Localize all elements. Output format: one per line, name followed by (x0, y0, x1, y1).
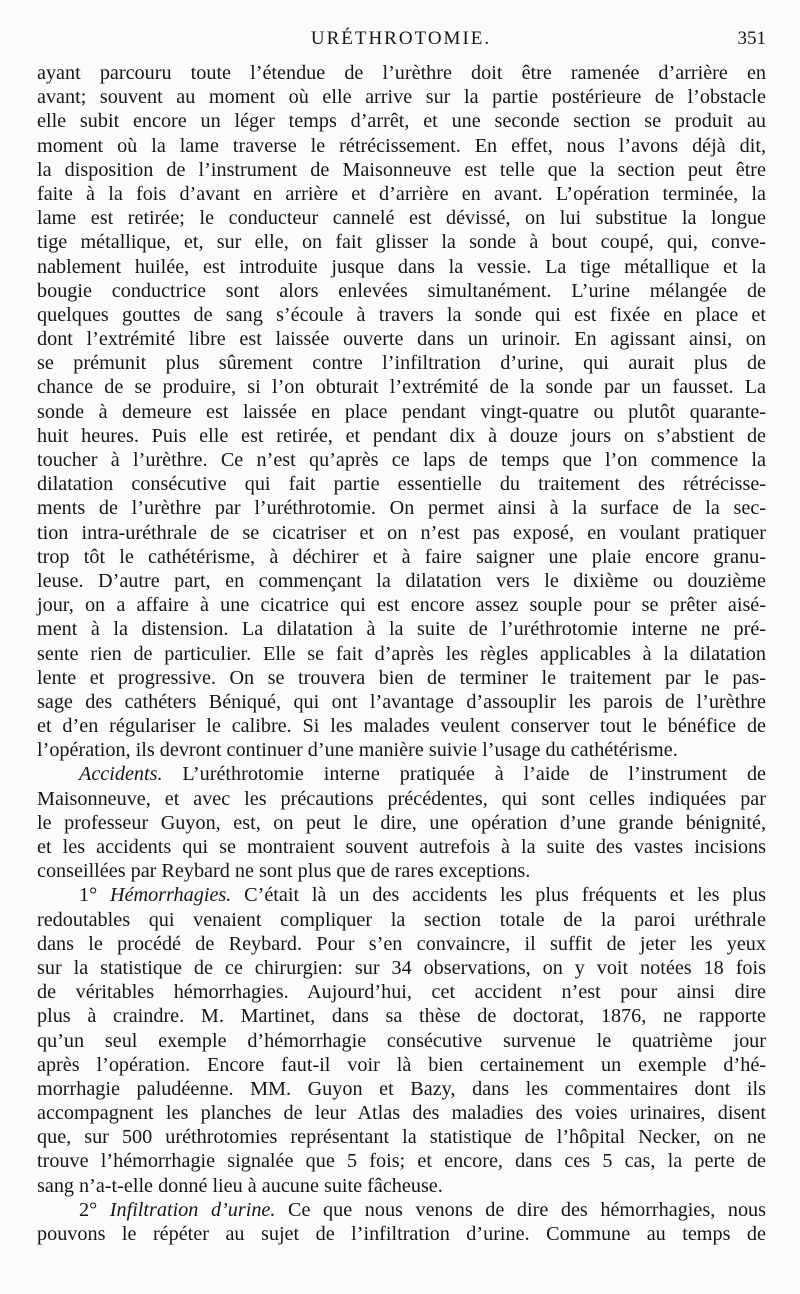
text-line: avant; souvent au moment où elle arrive sur la partie postérieure de l’obstacle (37, 86, 766, 109)
section-heading: Infiltration d’urine. (109, 1198, 276, 1221)
text-line: lente et progressive. On se trouvera bien de terminer le traitement par le pas- (37, 666, 766, 689)
text-line: leuse. D’autre part, en commençant la dilatation vers le dixième ou douzième (37, 569, 766, 592)
text-line: huit heures. Puis elle est retirée, et pendant dix à douze jours on s’abstient de (37, 424, 766, 447)
text-line: trouve l’hémorrhagie signalée que 5 fois; et encore, dans ces 5 cas, la perte de (37, 1150, 766, 1173)
text-line: lame est retirée; le conducteur cannelé est dévissé, on lui substitue la longue (37, 207, 766, 230)
page-header (36, 28, 766, 54)
text-line (37, 1198, 766, 1222)
text-line: tige métallique, et, sur elle, on fait glisser la sonde à bout coupé, qui, conve- (37, 231, 766, 254)
text-line: la disposition de l’instrument de Maisonneuve est telle que la section peut être (37, 158, 766, 181)
text-run: Ce que nous venons de dire des hémorrhagies, nous (275, 1198, 766, 1221)
text-line: que, sur 500 uréthrotomies représentant la statistique de l’hôpital Necker, on ne (37, 1126, 766, 1149)
text-line: trop tôt le cathétérisme, à déchirer et à faire saigner une plaie encore granu- (37, 545, 766, 568)
text-line: ayant parcouru toute l’étendue de l’urèthre doit être ramenée d’arrière en (37, 62, 766, 84)
text-line: nablement huilée, est introduite jusque dans la vessie. La tige métallique et la (37, 255, 766, 278)
text-line: et d’en régulariser le calibre. Si les malades veulent conserver tout le bénéfice de (37, 715, 766, 738)
text-line: chance de se produire, si l’on obturait l’extrémité de la sonde par un fausset. La (37, 376, 766, 399)
section-number: 1° (79, 884, 110, 907)
text-line: sur la statistique de ce chirurgien: sur 34 observations, on y voit notées 18 fois (37, 956, 766, 979)
text-line: tion intra-uréthrale de se cicatriser et on n’est pas exposé, en voulant pratiquer (37, 521, 766, 544)
text-line: bougie conductrice sont alors enlevées simultanément. L’urine mélangée de (37, 279, 766, 302)
page-number: 351 (737, 28, 766, 49)
text-line: quelques gouttes de sang s’écoule à travers la sonde qui est fixée en place et (37, 303, 766, 326)
text-line: elle subit encore un léger temps d’arrêt, et une seconde section se produit au (37, 110, 766, 133)
paragraph-accidents (37, 762, 766, 883)
text-line: dont l’extrémité libre est laissée ouverte dans un urinoir. En agissant ainsi, on (37, 328, 766, 351)
text-line: de véritables hémorrhagies. Aujourd’hui, cet accident n’est pour ainsi dire (37, 981, 766, 1004)
text-line: moment où la lame traverse le rétrécissement. En effet, nous l’avons déjà dit, (37, 134, 766, 157)
text-line: plus à craindre. M. Martinet, dans sa thèse de doctorat, 1876, ne rapporte (37, 1005, 766, 1028)
text-line: après l’opération. Encore faut-il voir là bien certainement un exemple d’hé- (37, 1053, 766, 1076)
text-run: L’uréthrotomie interne pratiquée à l’aide de l’instrument de (162, 763, 766, 786)
text-line: redoutables qui venaient compliquer la section totale de la paroi uréthrale (37, 908, 766, 931)
text-line: dans le procédé de Reybard. Pour s’en convaincre, il suffit de jeter les yeux (37, 932, 766, 955)
text-line: sente rien de particulier. Elle se fait d’après les règles applicables à la dilatation (37, 642, 766, 665)
text-line: toucher à l’urèthre. Ce n’est qu’après ce laps de temps que l’on commence la (37, 449, 766, 471)
body-text (37, 61, 766, 1246)
text-line: ments de l’urèthre par l’uréthrotomie. On permet ainsi à la surface de la sec- (37, 497, 766, 520)
text-line: l’opération, ils devront continuer d’une manière suivie l’usage du cathétérisme. (37, 739, 678, 762)
text-line: se prémunit plus sûrement contre l’infiltration d’urine, qui aurait plus de (37, 352, 766, 375)
text-line: sage des cathéters Béniqué, qui ont l’avantage d’assouplir les parois de l’urèthre (37, 690, 766, 713)
text-line: conseillées par Reybard ne sont plus que de rares exceptions. (37, 860, 531, 883)
text-line (37, 883, 766, 907)
paragraph-hemorrhagies (37, 883, 766, 1197)
section-heading: Hémorrhagies. (110, 884, 232, 907)
text-line: qu’un seul exemple d’hémorrhagie consécutive survenue le quatrième jour (37, 1029, 766, 1052)
text-line: accompagnent les planches de leur Atlas des maladies des voies urinaires, disent (37, 1102, 766, 1125)
text-run: C’était là un des accidents les plus fréquents et les plus (231, 884, 766, 907)
text-line: ment à la distension. La dilatation à la suite de l’uréthrotomie interne ne pré- (37, 618, 766, 641)
paragraph-infiltration (37, 1198, 766, 1246)
text-line: sonde à demeure est laissée en place pendant vingt-quatre ou plutôt quarante- (37, 400, 766, 423)
text-line: pouvons le répéter au sujet de l’infiltration d’urine. Commune au temps de (37, 1223, 766, 1245)
text-line: morrhagie paludéenne. MM. Guyon et Bazy, dans les commentaires dont ils (37, 1077, 766, 1100)
text-line: dilatation consécutive qui fait partie essentielle du traitement des rétrécisse- (37, 473, 766, 496)
text-line: Maisonneuve, et avec les précautions précédentes, qui sont celles indiquées par (37, 787, 766, 810)
text-line: sang n’a-t-elle donné lieu à aucune suite fâcheuse. (37, 1174, 443, 1197)
running-head: URÉTHROTOMIE. (310, 28, 492, 49)
text-line: et les accidents qui se montraient souvent autrefois à la suite des vastes incisions (37, 836, 766, 858)
text-line: le professeur Guyon, est, on peut le dire, une opération d’une grande bénignité, (37, 811, 766, 834)
section-number: 2° (79, 1198, 110, 1221)
text-line: jour, on a affaire à une cicatrice qui est encore assez souple pour se prêter aisé- (37, 594, 766, 617)
paragraph-procedure (37, 61, 766, 762)
text-line: faite à la fois d’avant en arrière et d’arrière en avant. L’opération terminée, la (37, 182, 766, 205)
text-line (37, 762, 766, 786)
section-heading: Accidents. (79, 763, 163, 786)
